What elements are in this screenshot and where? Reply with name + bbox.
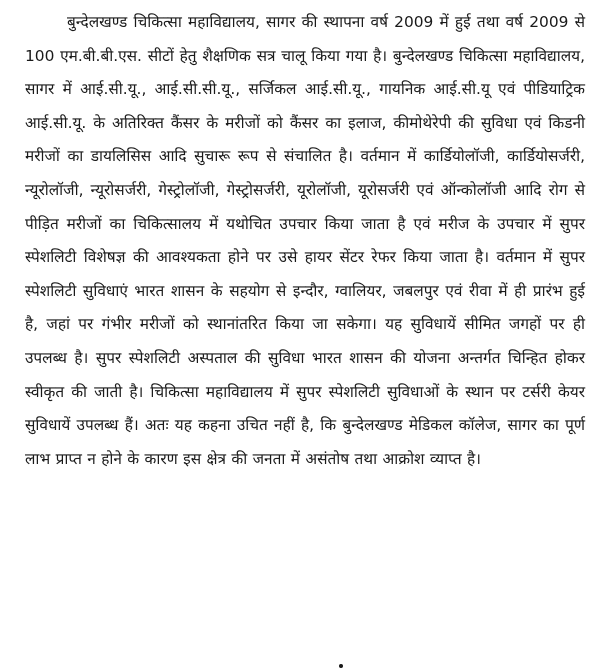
body-paragraph-text: बुन्देलखण्ड चिकित्सा महाविद्यालय, सागर की स्थापना वर्ष 2009 में हुई तथा वर्ष 2009 से 100 एम.बी.बी.एस. सीटों हेतु शैक्षणिक सत्र चालू किया गया है। बुन्देलखण्ड चिकित्सा महाविद्यालय, सागर में आई.सी.यू., आई.सी.सी.यू., सर्जिकल आई.सी.यू., गायनिक आई.सी.यू एवं पीडियाट्रिक आई.सी.यू. के अतिरिक्त कैंसर के मरीजों को कैंसर का इलाज, कीमोथेरेपी की सुविधा एवं किडनी मरीजों का डायलिसिस आदि सुचारू रूप से संचालित है। वर्तमान में कार्डियोलॉजी, कार्डियोसर्जरी, न्यूरोलॉजी, न्यूरोसर्जरी, गेस्ट्रोलॉजी, गेस्ट्रोसर्जरी, यूरोलॉजी, यूरोसर्जरी एवं ऑन्कोलॉजी आदि रोग से पीड़ित मरीजों का चिकित्सालय में यथोचित उपचार किया जाता है एवं मरीज के उपचार में सुपर स्पेशलिटी विशेषज्ञ की आवश्यकता होने पर उसे हायर सेंटर रेफर किया जाता है। वर्तमान में सुपर स्पेशलिटी सुविधाएं भारत शासन के सहयोग से इन्दौर, ग्वालियर, जबलपुर एवं रीवा में ही प्रारंभ हुई है, जहां पर गंभीर मरीजों को स्थानांतरित किया जा सकेगा। यह सुविधायें सीमित जगहों पर ही उपलब्ध है। सुपर स्पेशलिटी अस्पताल की सुविधा भारत शासन की योजना अन्तर्गत चिन्हित होकर स्वीकृत की जाती है। चिकित्सा महाविद्यालय में सुपर स्पेशलिटी सुविधाओं के स्थान पर टर्सरी केयर सुविधायें उपलब्ध हैं। अतः यह कहना उचित नहीं है, कि बुन्देलखण्ड मेडिकल कॉलेज, सागर का पूर्ण लाभ प्राप्त न होने के कारण इस क्षेत्र की जनता में असंतोष तथा आक्रोश व्याप्त है। xyxy=(25,13,585,468)
stray-ink-mark xyxy=(339,664,343,668)
body-paragraph xyxy=(25,6,585,476)
